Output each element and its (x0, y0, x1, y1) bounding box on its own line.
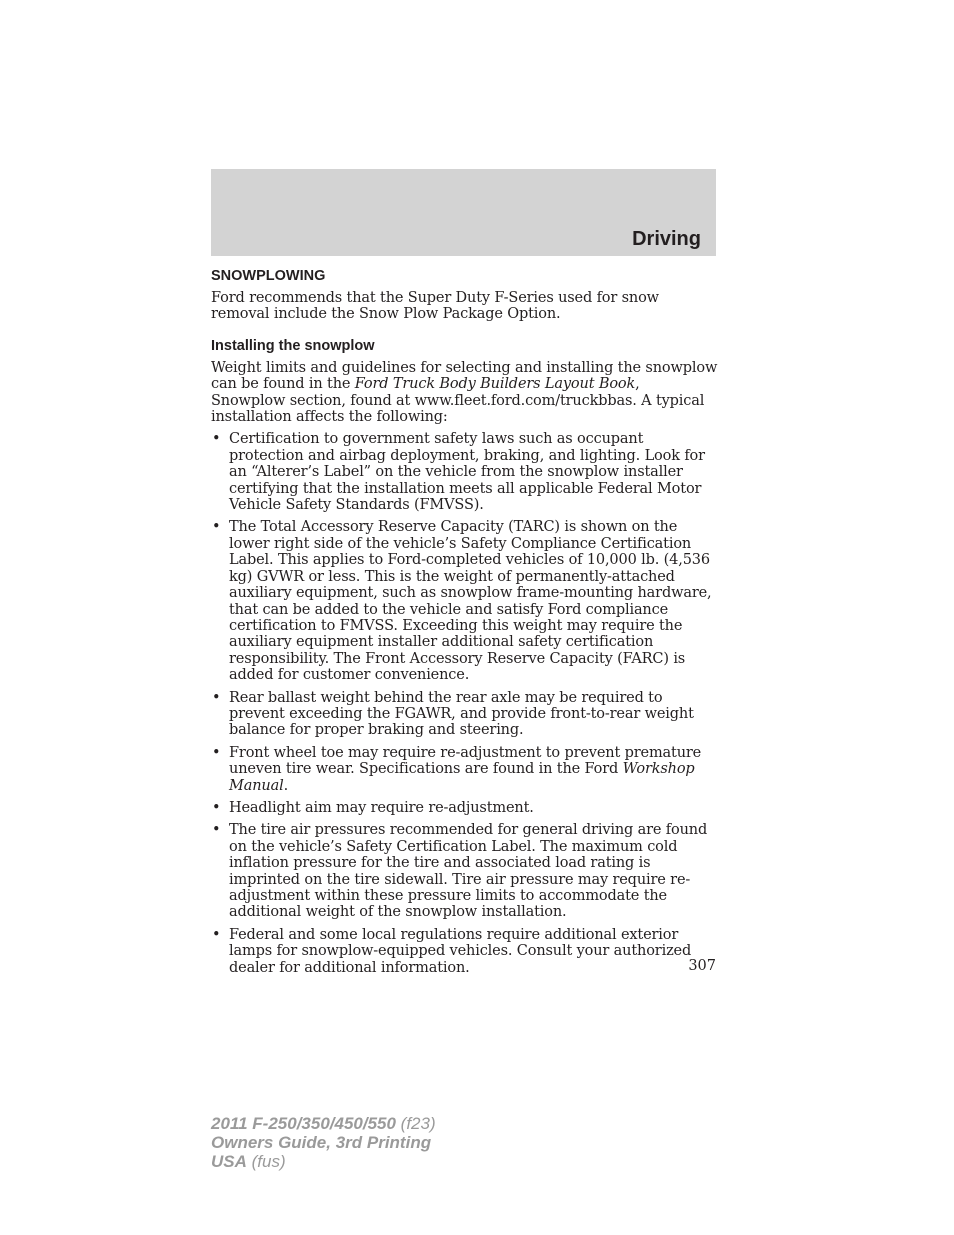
subsection-heading: Installing the snowplow (211, 337, 375, 354)
installing-text-b: , Snowplow section, found at www.fleet.ford.com/truckbbas. A typical installation affects the following: (211, 376, 705, 426)
footer-line-1 (211, 1114, 436, 1133)
chapter-title: Driving (632, 228, 701, 250)
list-item: • Headlight aim may require re-adjustment. (211, 800, 718, 816)
list-item (211, 745, 718, 794)
footer-model: 2011 F-250/350/450/550 (211, 1114, 396, 1133)
section-intro: Ford recommends that the Super Duty F-Series used for snow removal include the Snow Plow Package Option. (211, 290, 659, 323)
list-item: • The Total Accessory Reserve Capacity (TARC) is shown on the lower right side of the vehicle’s Safety Compliance Certification Label. This applies to Ford-completed vehicles of 10,000 lb. (4,536 kg) GVWR or less. This is the weight of permanently-attached auxiliary equipment, such as snowplow frame-mounting hardware, that can be added to the vehicle and satisfy Ford compliance certification to FMVSS. Exceeding this weight may require the auxiliary equipment installer additional safety certification responsibility. The Front Accessory Reserve Capacity (FARC) is added for customer convenience. (211, 519, 718, 683)
footer-line-3 (211, 1152, 436, 1171)
installing-text-a: Weight limits and guidelines for selecting and installing the snowplow can be found in the (211, 359, 718, 393)
footer-model-code: (f23) (395, 1114, 436, 1133)
installing-paragraph (211, 360, 718, 426)
section-heading: SNOWPLOWING (211, 268, 326, 284)
footer-region: USA (211, 1152, 247, 1171)
page-content (211, 267, 718, 982)
list-item: • Federal and some local regulations require additional exterior lamps for snowplow-equipped vehicles. Consult your authorized dealer for additional information. (211, 927, 718, 976)
list-item-text-b: . (283, 777, 289, 794)
book-title: Ford Truck Body Builders Layout Book (354, 376, 636, 393)
page-number: 307 (688, 958, 716, 974)
chapter-header-bar (211, 169, 716, 256)
list-item-text-a: Front wheel toe may require re-adjustment to prevent premature uneven tire wear. Specifications are found in the Ford (229, 744, 702, 778)
effects-list (211, 431, 718, 976)
list-item: • The tire air pressures recommended for general driving are found on the vehicle’s Safety Certification Label. The maximum cold inflation pressure for the tire and associated load rating is imprinted on the tire sidewall. Tire air pressure may require re-adjustment within these pressure limits to accommodate the additional weight of the snowplow installation. (211, 822, 718, 920)
footer-guide: Owners Guide, 3rd Printing (211, 1133, 432, 1152)
footer-region-code: (fus) (246, 1152, 286, 1171)
list-item: • Rear ballast weight behind the rear axle may be required to prevent exceeding the FGAWR, and provide front-to-rear weight balance for proper braking and steering. (211, 690, 718, 739)
document-footer (211, 1114, 436, 1171)
list-item: • Certification to government safety laws such as occupant protection and airbag deployment, braking, and lighting. Look for an “Alterer’s Label” on the vehicle from the snowplow installer certifying that the installation meets all applicable Federal Motor Vehicle Safety Standards (FMVSS). (211, 431, 718, 513)
manual-title: Workshop Manual (229, 761, 695, 794)
footer-line-2 (211, 1133, 436, 1152)
